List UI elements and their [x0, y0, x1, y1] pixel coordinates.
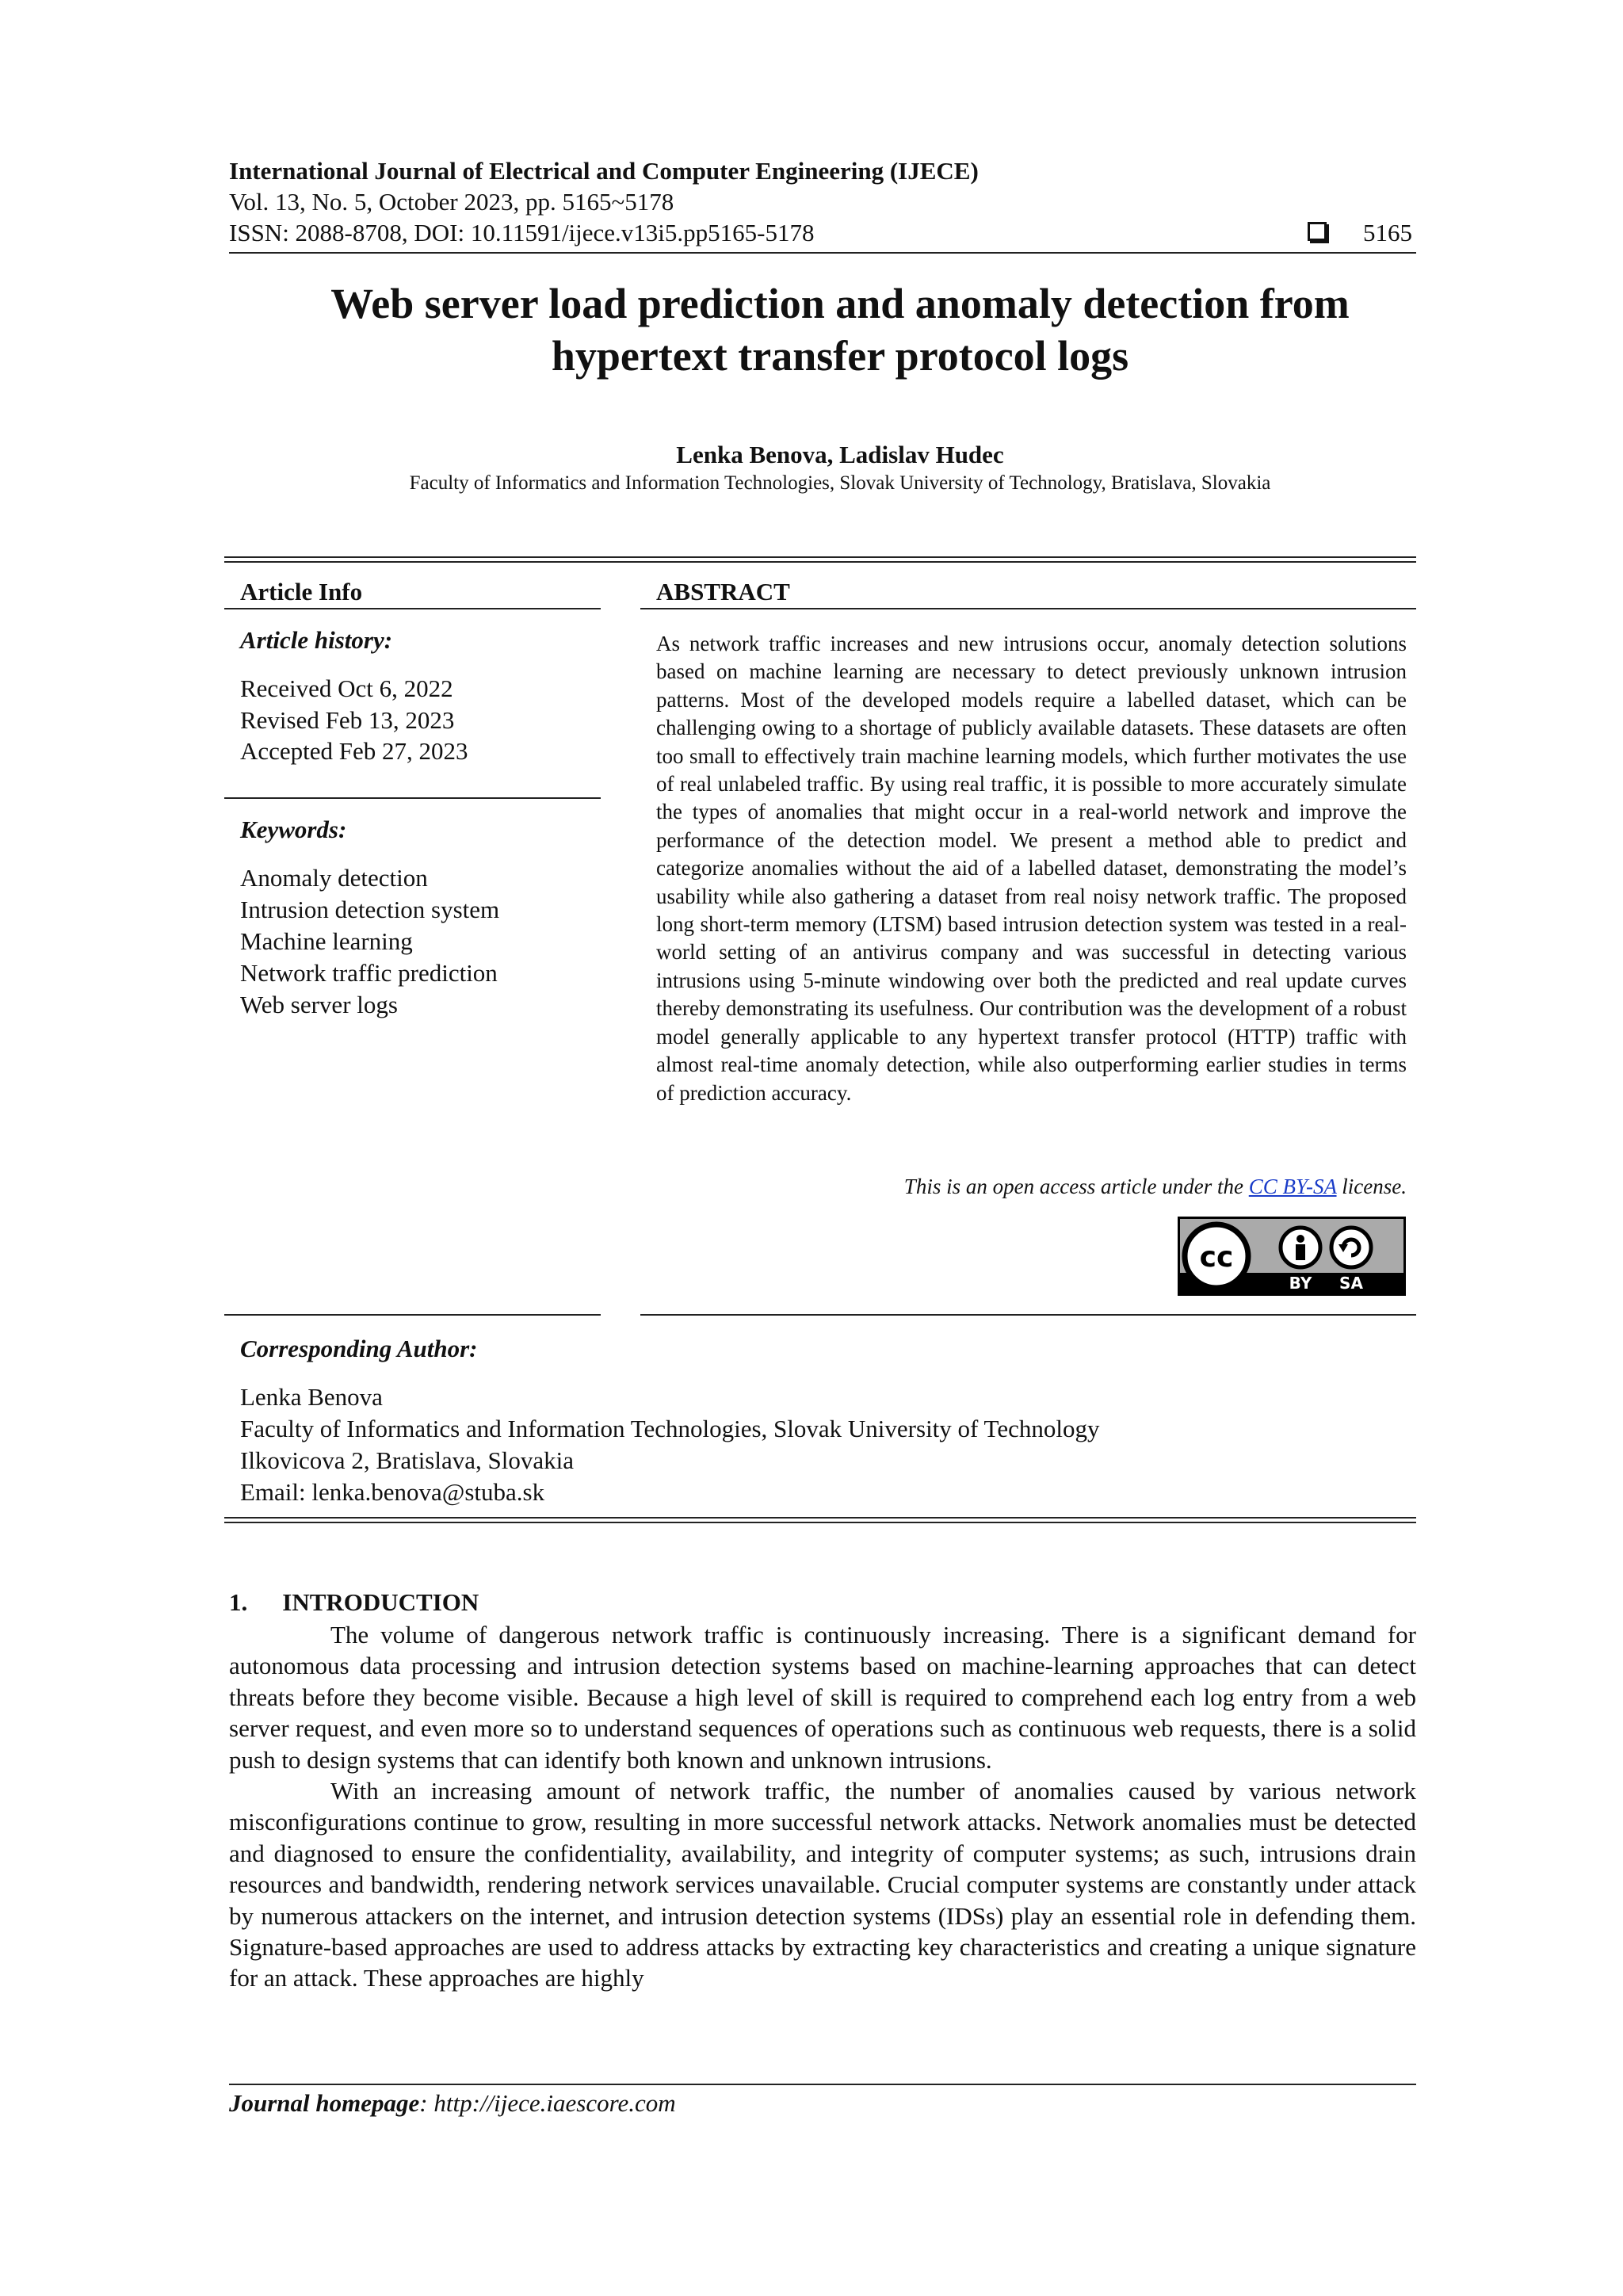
article-info-rule — [224, 608, 601, 609]
intro-heading — [229, 1588, 479, 1617]
corresponding-block — [240, 1381, 1099, 1508]
abstract-rule — [640, 608, 1416, 609]
corresponding-rule — [224, 1517, 1416, 1519]
accepted-date: Accepted Feb 27, 2023 — [240, 737, 468, 765]
keyword: Anomaly detection — [240, 864, 428, 892]
corresponding-dept: Faculty of Informatics and Information Technologies, Slovak University of Technology — [240, 1415, 1100, 1442]
keyword: Intrusion detection system — [240, 896, 500, 923]
history-rule — [224, 797, 601, 799]
footer-sep: : — [419, 2089, 434, 2117]
corresponding-name: Lenka Benova — [240, 1383, 383, 1411]
volume-info: Vol. 13, No. 5, October 2023, pp. 5165~5178 — [229, 188, 674, 216]
info-bottom-rule — [224, 1314, 601, 1316]
license-suffix: license. — [1336, 1175, 1407, 1198]
abstract-heading: ABSTRACT — [656, 578, 790, 606]
keyword: Web server logs — [240, 991, 398, 1018]
cc-by-sa-badge — [1178, 1217, 1406, 1296]
intro-number: 1. — [229, 1588, 248, 1616]
title-line-2: hypertext transfer protocol logs — [551, 332, 1129, 380]
abstract-bottom-rule — [640, 1314, 1416, 1316]
abstract-text: As network traffic increases and new intrusions occur, anomaly detection solutions based on machine learning are necessary to detect previously unknown intrusion patterns. Most of the developed models require a labelled dataset, which can be challenging owing to a shortage of publicly available datasets. These datasets are often too small to effectively train machine learning models, which further motivates the use of real unlabeled traffic. By using real traffic, it is possible to more accurately simulate the types of anomalies that might occur in a real-world network and improve the performance of the detection model. We present a method able to predict and categorize anomalies without the aid of a labelled dataset, demonstrating the model’s usability while also gathering a dataset from real noisy network traffic. The proposed long short-term memory (LTSM) based intrusion detection system was tested in a real-world setting of an antivirus company and was successful in detecting various intrusions using 5-minute windowing over both the predicted and real update curves thereby demonstrating its usefulness. Our contribution was the development of a robust model generally applicable to any hypertext transfer protocol (HTTP) traffic with almost real-time anomaly detection, while also outperforming earlier studies in terms of prediction accuracy. — [656, 632, 1407, 1105]
intro-paragraph-1: The volume of dangerous network traffic is continuously increasing. There is a significant demand for autonomous data processing and intrusion detection systems based on machine-learning approaches that can detect threats before they become visible. Because a high level of skill is required to comprehend each log entry from a web server request, and even more so to understand sequences of operations such as continuous web requests, there is a solid push to design systems that can identify both known and unknown intrusions. — [229, 1621, 1416, 1774]
square-icon — [1308, 222, 1327, 241]
received-date: Received Oct 6, 2022 — [240, 674, 453, 702]
keywords-heading: Keywords: — [240, 816, 347, 843]
info-top-rule-2 — [224, 561, 1416, 563]
cc-sa-label: SA — [1339, 1274, 1363, 1293]
cc-by-label: BY — [1289, 1274, 1312, 1293]
intro-body — [229, 1619, 1416, 1994]
corresponding-address: Ilkovicova 2, Bratislava, Slovakia — [240, 1446, 574, 1474]
keywords-list — [240, 862, 499, 1021]
article-history-heading: Article history: — [240, 626, 393, 654]
journal-name: International Journal of Electrical and Computer Engineering (IJECE) — [229, 157, 979, 185]
footer — [229, 2089, 676, 2118]
journal-homepage-link[interactable]: http://ijece.iaescore.com — [433, 2089, 676, 2117]
license-line — [656, 1175, 1407, 1199]
keyword: Network traffic prediction — [240, 959, 498, 987]
footer-rule — [229, 2084, 1416, 2085]
paper-title — [158, 277, 1522, 382]
article-info-heading: Article Info — [240, 578, 363, 606]
authors: Lenka Benova, Ladislav Hudec — [676, 441, 1004, 468]
page-number: 5165 — [1363, 219, 1412, 246]
corresponding-rule-2 — [224, 1522, 1416, 1523]
intro-title: INTRODUCTION — [282, 1588, 479, 1616]
affiliation: Faculty of Informatics and Information Technologies, Slovak University of Technology, Bratislava, Slovakia — [409, 472, 1271, 494]
cc-by-sa-link[interactable]: CC BY-SA — [1248, 1175, 1337, 1198]
cc-license-icon — [1180, 1219, 1403, 1293]
header-rule — [229, 252, 1416, 254]
svg-text:cc: cc — [1199, 1241, 1234, 1274]
title-line-1: Web server load prediction and anomaly detection from — [330, 280, 1350, 327]
info-top-rule — [224, 556, 1416, 558]
revised-date: Revised Feb 13, 2023 — [240, 706, 455, 734]
license-prefix: This is an open access article under the — [903, 1175, 1249, 1198]
corresponding-email: Email: lenka.benova@stuba.sk — [240, 1478, 545, 1506]
issn-doi: ISSN: 2088-8708, DOI: 10.11591/ijece.v13i5.pp5165-5178 — [229, 219, 815, 246]
keyword: Machine learning — [240, 927, 413, 955]
corresponding-heading: Corresponding Author: — [240, 1335, 478, 1362]
footer-label: Journal homepage — [229, 2089, 420, 2117]
intro-paragraph-2: With an increasing amount of network traffic, the number of anomalies caused by various network misconfigurations continue to grow, resulting in more successful network attacks. Network anomalies must be detected and diagnosed to ensure the confidentiality, availability, and integrity of computer systems; as such, intrusions drain resources and bandwidth, rendering network services unavailable. Crucial computer systems are constantly under attack by numerous attackers on the internet, and intrusion detection systems (IDSs) play an essential role in defending them. Signature-based approaches are used to address attacks by extracting key characteristics and creating a unique signature for an attack. These approaches are highly — [229, 1777, 1416, 1992]
